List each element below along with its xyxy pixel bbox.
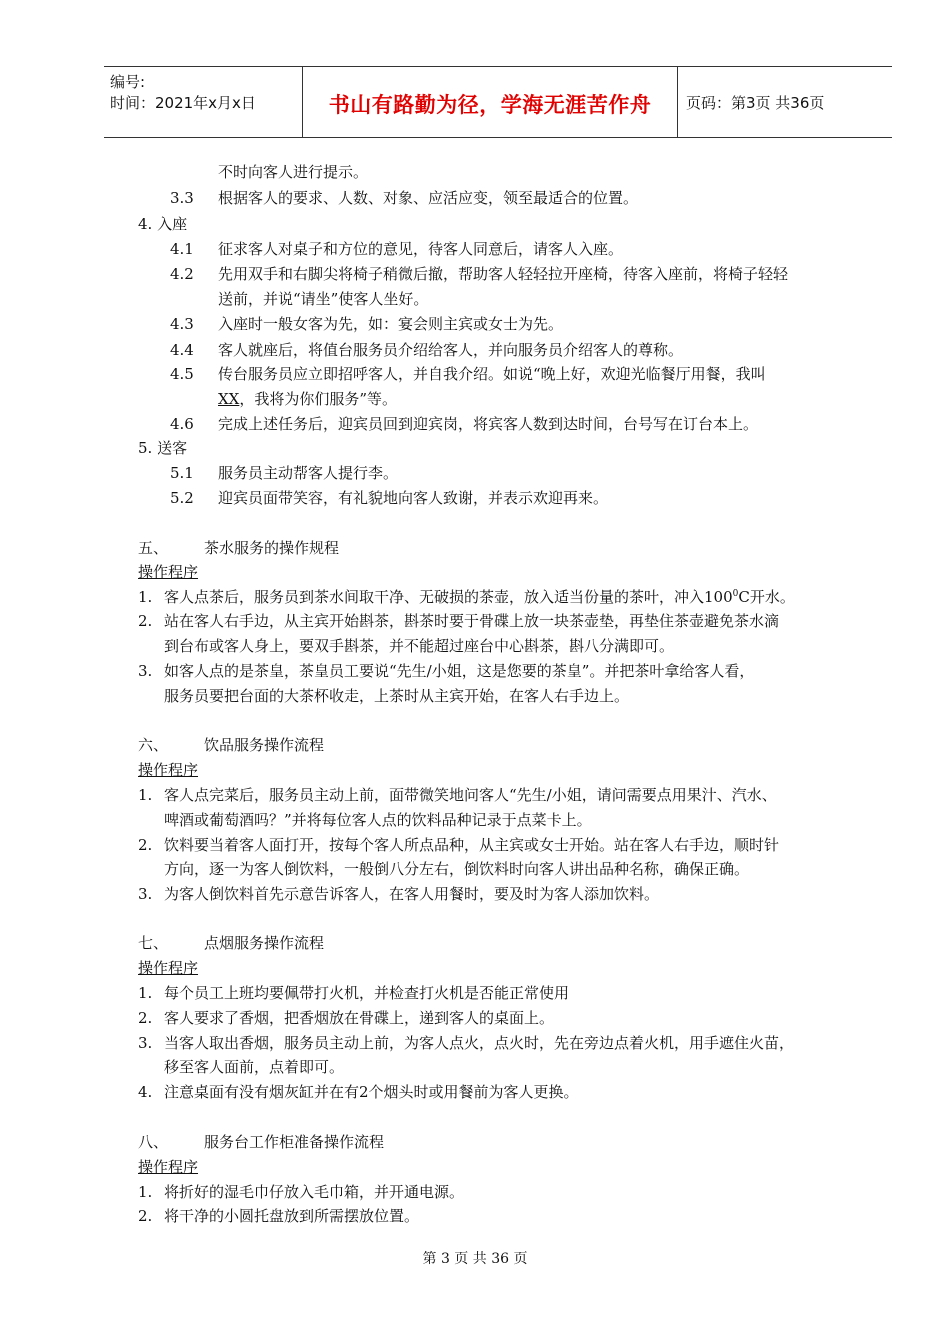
body-text: ，我将为你们服务”等。: [239, 390, 398, 408]
list-item: 客人点完菜后，服务员主动上前，面带微笑地问客人“先生/小姐，请问需要点用果汁、汽水、: [164, 786, 777, 804]
item-number: 4.: [138, 1083, 153, 1101]
item-number: 3.: [138, 1034, 153, 1052]
section-title: 茶水服务的操作规程: [204, 539, 340, 557]
item-number: 2.: [138, 1207, 153, 1225]
item-number: 3.3: [170, 189, 194, 207]
section-subtitle: 操作程序: [138, 563, 199, 581]
item-number: 4.4: [170, 341, 194, 359]
heading-line: 4. 入座: [138, 215, 188, 233]
heading-line: 5. 送客: [138, 439, 188, 457]
header-meta-cell: [104, 67, 303, 137]
body-text: 客人点茶后，服务员到茶水间取干净、无破损的茶壶，放入适当份量的茶叶，冲入100: [164, 588, 733, 606]
item-number: 4.3: [170, 315, 194, 333]
body-line: 送前，并说“请坐”使客人坐好。: [218, 290, 429, 308]
item-number: 4.6: [170, 415, 194, 433]
section-title: 服务台工作柜准备操作流程: [204, 1133, 385, 1151]
list-item: 为客人倒饮料首先示意告诉客人，在客人用餐时，要及时为客人添加饮料。: [164, 885, 660, 903]
item-number: 1.: [138, 786, 153, 804]
list-item: 到台布或客人身上，要双手斟茶，并不能超过座台中心斟茶，斟八分满即可。: [164, 637, 675, 655]
section-subtitle: 操作程序: [138, 761, 199, 779]
section-subtitle: 操作程序: [138, 1158, 199, 1176]
body-line: 入座时一般女客为先，如：宴会则主宾或女士为先。: [218, 315, 564, 333]
list-item: 服务员要把台面的大茶杯收走，上茶时从主宾开始，在客人右手边上。: [164, 687, 630, 705]
date-label: 时间：2021年x月x日: [110, 94, 256, 112]
list-item: 将折好的湿毛巾仔放入毛巾箱，并开通电源。: [164, 1183, 465, 1201]
document-header: [104, 66, 892, 138]
header-page-cell: [678, 67, 892, 137]
body-line: 先用双手和右脚尖将椅子稍微后撤，帮助客人轻轻拉开座椅，待客入座前，将椅子轻轻: [218, 265, 789, 283]
item-number: 5.1: [170, 464, 194, 482]
list-item: 每个员工上班均要佩带打火机，并检查打火机是否能正常使用: [164, 984, 570, 1002]
section-number: 六、: [138, 736, 169, 754]
number-label: 编号:: [110, 73, 146, 91]
body-line: 迎宾员面带笑容，有礼貌地向客人致谢，并表示欢迎再来。: [218, 489, 609, 507]
header-motto-cell: [303, 67, 678, 137]
list-item: 方向，逐一为客人倒饮料，一般倒八分左右，倒饮料时向客人讲出品种名称，确保正确。: [164, 860, 750, 878]
body-line: 征求客人对桌子和方位的意见，待客人同意后，请客人入座。: [218, 240, 624, 258]
section-subtitle: 操作程序: [138, 959, 199, 977]
body-line: 完成上述任务后，迎宾员回到迎宾岗，将宾客人数到达时间，台号写在订台本上。: [218, 415, 759, 433]
list-item: 饮料要当着客人面打开，按每个客人所点品种，从主宾或女士开始。站在客人右手边，顺时针: [164, 836, 780, 854]
item-number: 3.: [138, 662, 153, 680]
item-number: 2.: [138, 1009, 153, 1027]
item-number: 1.: [138, 588, 153, 606]
body-line: 根据客人的要求、人数、对象、应活应变，领至最适合的位置。: [218, 189, 639, 207]
item-number: 1.: [138, 1183, 153, 1201]
body-line: 客人就座后，将值台服务员介绍给客人，并向服务员介绍客人的尊称。: [218, 341, 684, 359]
item-number: 2.: [138, 836, 153, 854]
body-line: 不时向客人进行提示。: [218, 163, 369, 181]
section-number: 七、: [138, 934, 169, 952]
body-line: [218, 389, 397, 409]
page-footer: 第 3 页 共 36 页: [422, 1251, 528, 1267]
item-number: 4.2: [170, 265, 194, 283]
list-item: 将干净的小圆托盘放到所需摆放位置。: [164, 1207, 420, 1225]
superscript: 0: [732, 589, 739, 599]
page-info: 页码：第3页 共36页: [686, 94, 825, 112]
list-item: 移至客人面前，点着即可。: [164, 1058, 345, 1076]
item-number: 4.1: [170, 240, 194, 258]
list-item: 当客人取出香烟，服务员主动上前，为客人点火，点火时，先在旁边点着火机，用手遮住火苗，: [164, 1034, 795, 1052]
body-line: 传台服务员应立即招呼客人，并自我介绍。如说“晚上好，欢迎光临餐厅用餐，我叫: [218, 365, 766, 383]
list-item: 啤酒或葡萄酒吗？”并将每位客人点的饮料品种记录于点菜卡上。: [164, 811, 592, 829]
name-placeholder: XX: [218, 390, 240, 408]
list-item: [164, 587, 795, 607]
section-title: 饮品服务操作流程: [204, 736, 325, 754]
item-number: 3.: [138, 885, 153, 903]
item-number: 1.: [138, 984, 153, 1002]
body-line: 服务员主动帮客人提行李。: [218, 464, 399, 482]
list-item: 站在客人右手边，从主宾开始斟茶，斟茶时要于骨碟上放一块茶壶垫，再垫住茶壶避免茶水滴: [164, 612, 780, 630]
section-number: 五、: [138, 539, 169, 557]
section-title: 点烟服务操作流程: [204, 934, 325, 952]
body-text: C开水。: [738, 588, 795, 606]
list-item: 客人要求了香烟，把香烟放在骨碟上，递到客人的桌面上。: [164, 1009, 555, 1027]
item-number: 2.: [138, 612, 153, 630]
list-item: 注意桌面有没有烟灰缸并在有2个烟头时或用餐前为客人更换。: [164, 1083, 579, 1101]
item-number: 5.2: [170, 489, 194, 507]
section-number: 八、: [138, 1133, 169, 1151]
item-number: 4.5: [170, 365, 194, 383]
motto: 书山有路勤为径，学海无涯苦作舟: [328, 93, 652, 117]
list-item: 如客人点的是茶皇，茶皇员工要说“先生/小姐，这是您要的茶皇”。并把茶叶拿给客人看，: [164, 662, 755, 680]
